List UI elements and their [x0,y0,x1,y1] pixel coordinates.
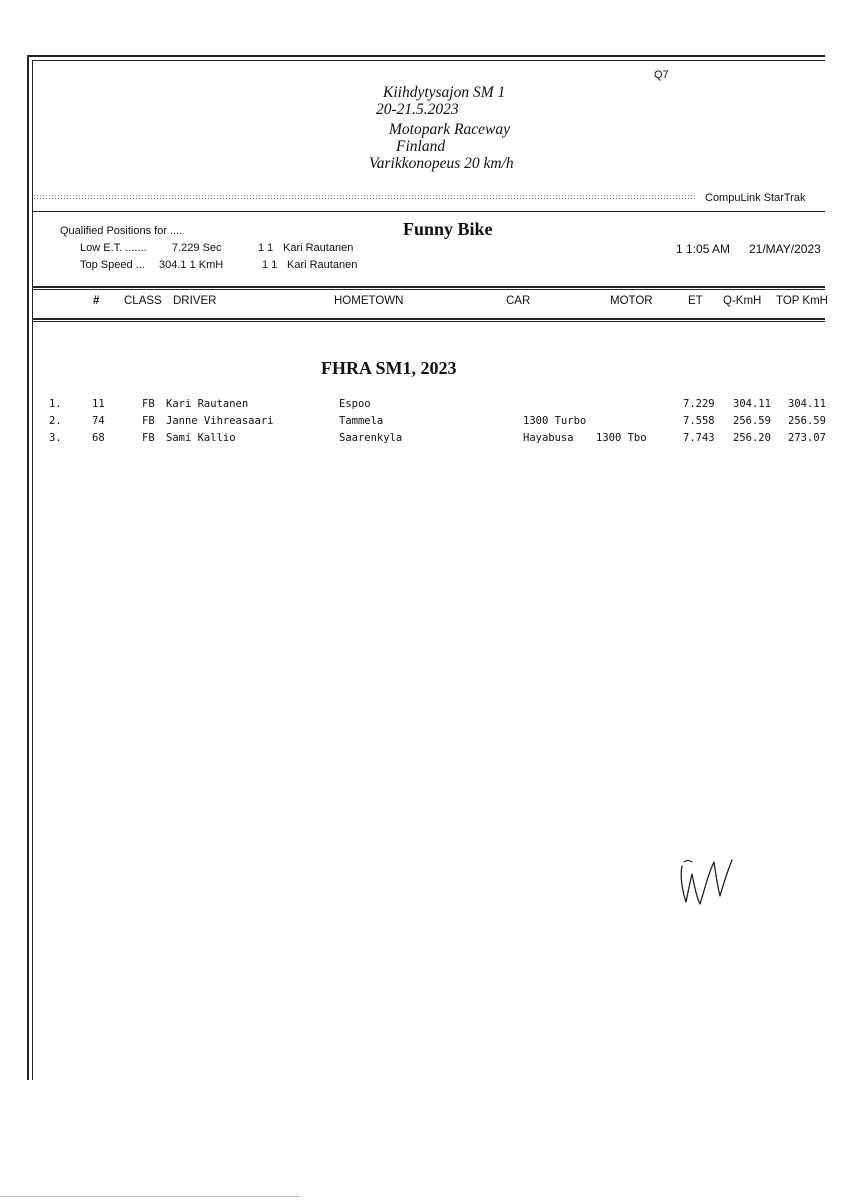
row-position: 2. [49,415,62,427]
row-qkmh: 256.59 [733,415,771,427]
row-qkmh: 304.11 [733,398,771,410]
row-et: 7.229 [683,398,715,410]
event-dates: 20-21.5.2023 [376,101,459,118]
dotted-band [33,194,695,201]
row-driver: Janne Vihreasaari [166,415,274,427]
event-pit-speed: Varikkonopeus 20 km/h [369,155,514,172]
row-class: FB [142,415,155,427]
row-et: 7.743 [683,432,715,444]
low-et-number: 1 1 [258,242,274,254]
header-rule-top2 [33,289,825,290]
qualified-label: Qualified Positions for .... [60,225,183,237]
row-hometown: Tammela [339,415,384,427]
left-border-outer [27,55,29,1080]
brand-label: CompuLink StarTrak [705,192,806,204]
col-number: # [93,295,100,307]
left-border-inner [32,60,33,1080]
header-rule-bottom [33,318,825,320]
low-et-label: Low E.T. ....... [80,242,147,254]
signature [676,852,736,912]
top-speed-value: 304.1 1 KmH [159,259,224,271]
top-border [27,55,825,57]
report-date: 21/MAY/2023 [749,242,821,256]
col-driver: DRIVER [173,295,217,307]
low-et-driver: Kari Rautanen [283,242,354,254]
row-et: 7.558 [683,415,715,427]
low-et-value: 7.229 Sec [172,242,222,254]
header-rule-bottom2 [33,321,825,322]
col-et: ET [688,295,703,307]
top-speed-number: 1 1 [262,259,278,271]
top-border-inner [32,60,825,61]
row-qkmh: 256.20 [733,432,771,444]
band-line [33,211,825,212]
event-name: Kiihdytysajon SM 1 [383,84,506,101]
row-topkmh: 273.07 [788,432,826,444]
col-class: CLASS [124,295,162,307]
row-topkmh: 304.11 [788,398,826,410]
col-car: CAR [506,295,531,307]
col-motor: MOTOR [610,295,653,307]
row-hometown: Espoo [339,398,371,410]
row-position: 3. [49,432,62,444]
col-hometown: HOMETOWN [334,295,404,307]
row-class: FB [142,398,155,410]
col-qkmh: Q-KmH [723,295,762,307]
event-venue: Motopark Raceway [389,121,510,138]
row-class: FB [142,432,155,444]
row-car: Hayabusa [523,432,574,444]
row-topkmh: 256.59 [788,415,826,427]
section-title: FHRA SM1, 2023 [321,358,457,378]
report-time: 1 1:05 AM [676,242,731,256]
top-speed-driver: Kari Rautanen [287,259,358,271]
row-hometown: Saarenkyla [339,432,403,444]
row-position: 1. [49,398,62,410]
header-rule-top [33,286,825,288]
col-topkmh: TOP KmH [776,295,828,307]
row-motor: 1300 Tbo [596,432,647,444]
row-driver: Sami Kallio [166,432,236,444]
bottom-scan-line [0,1196,300,1197]
row-number: 68 [92,432,105,444]
row-number: 11 [92,398,105,410]
sheet-code: Q7 [654,69,669,81]
row-number: 74 [92,415,105,427]
row-car: 1300 Turbo [523,415,587,427]
event-country: Finland [396,138,446,155]
row-driver: Kari Rautanen [166,398,249,410]
top-speed-label: Top Speed ... [80,259,145,271]
class-title: Funny Bike [403,219,493,239]
